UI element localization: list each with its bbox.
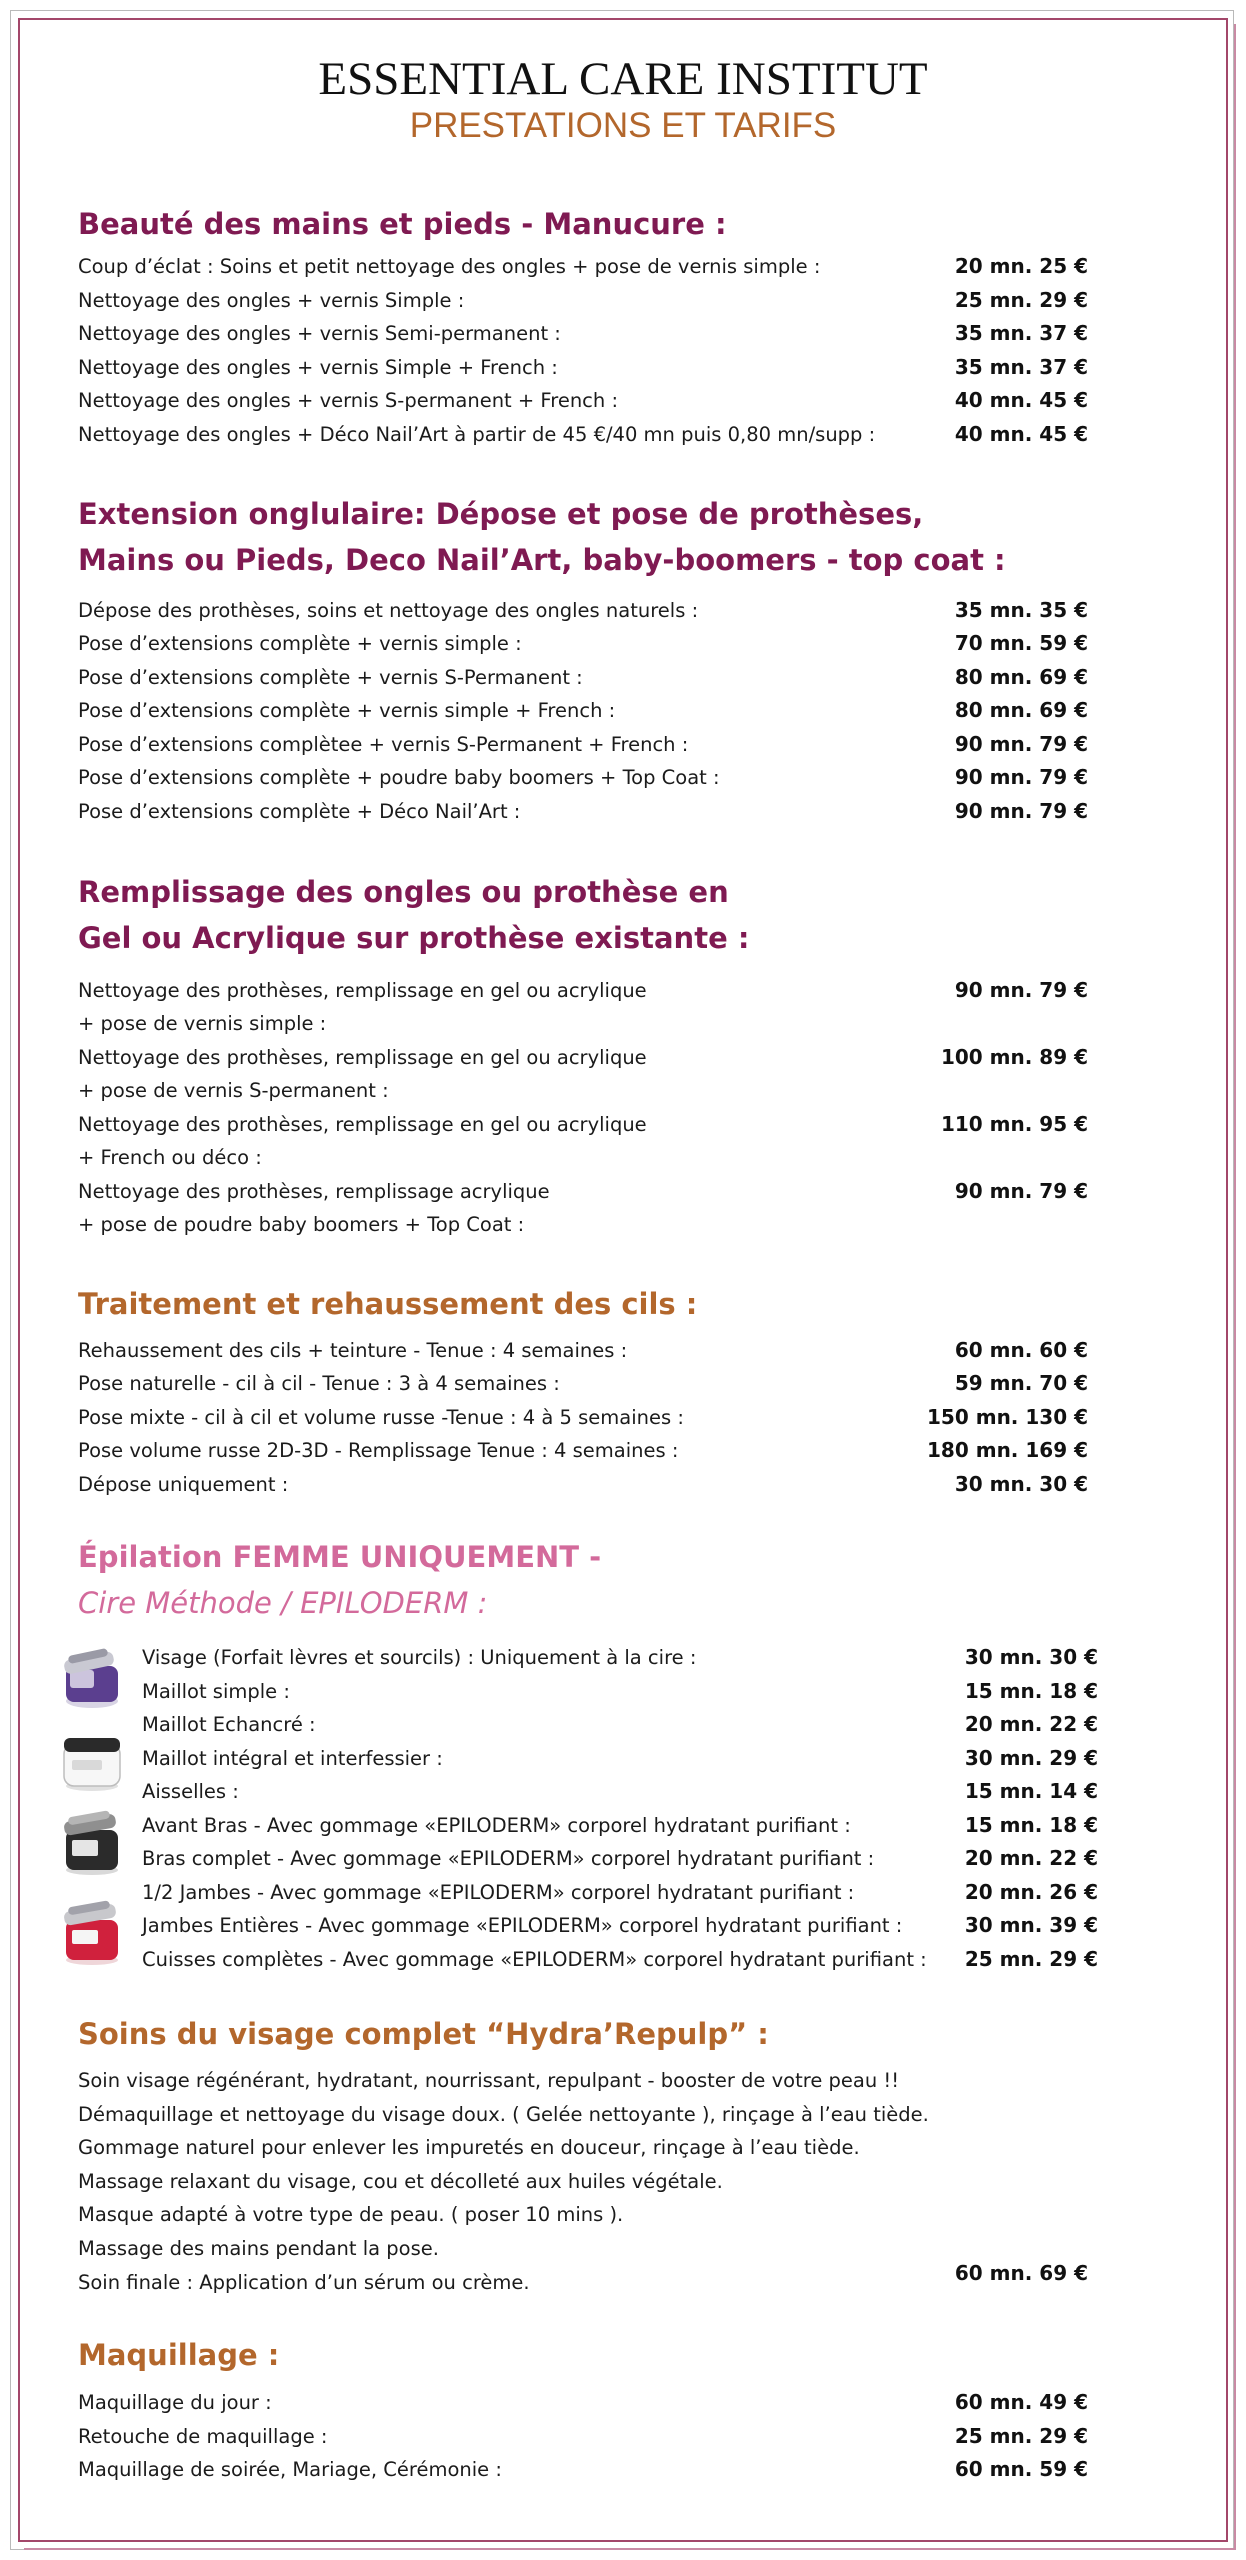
service-price: 25 mn. 29 € [964,1947,1098,1971]
service-price: 90 mn. 79 € [954,799,1088,823]
price-row [78,1641,1098,1674]
page-subtitle: PRESTATIONS ET TARIFS [409,106,837,145]
service-label: Nettoyage des ongles + vernis Simple : [78,289,465,312]
service-price: 20 mn. 26 € [964,1880,1098,1904]
price-row [78,2386,1088,2419]
service-label: Maillot intégral et interfessier : [142,1747,443,1770]
service-price: 80 mn. 69 € [954,665,1088,689]
price-row [78,2420,1088,2453]
service-label: Dépose uniquement : [78,1473,289,1496]
service-label: Maillot simple : [142,1680,290,1703]
price-row [78,351,1088,384]
service-label: Pose d’extensions complète + vernis simple : [78,632,522,655]
service-price: 40 mn. 45 € [954,422,1088,446]
price-row [78,1367,1088,1400]
visage-line: Massage relaxant du visage, cou et décolleté aux huiles végétale. [78,2169,723,2193]
price-row [78,1809,1098,1842]
service-label: Maquillage du jour : [78,2391,272,2414]
service-label: Visage (Forfait lèvres et sourcils) : Uniquement à la cire : [142,1646,697,1669]
service-label: Nettoyage des ongles + vernis Simple + French : [78,356,558,379]
service-price: 25 mn. 29 € [954,2424,1088,2448]
service-price: 60 mn. 69 € [954,2261,1088,2285]
service-label: Maillot Echancré : [142,1713,316,1736]
price-row [78,384,1088,417]
service-price: 40 mn. 45 € [954,388,1088,412]
service-label: Nettoyage des prothèses, remplissage en gel ou acrylique [78,1046,647,1069]
service-price: 60 mn. 60 € [954,1338,1088,1362]
service-label: Avant Bras - Avec gommage «EPILODERM» corporel hydratant purifiant : [142,1814,851,1837]
service-price: 30 mn. 39 € [964,1913,1098,1937]
service-price: 180 mn. 169 € [927,1438,1088,1462]
service-price: 60 mn. 59 € [954,2457,1088,2481]
price-row [78,1675,1098,1708]
service-label-line2: + pose de vernis simple : [78,1012,327,1035]
service-label-line2: + pose de poudre baby boomers + Top Coat : [78,1213,525,1236]
service-label-line2: + pose de vernis S-permanent : [78,1079,389,1102]
service-price: 90 mn. 79 € [954,732,1088,756]
section-title-maquillage: Maquillage : [78,2338,280,2372]
price-row [78,1434,1088,1467]
service-price: 90 mn. 79 € [954,765,1088,789]
price-row [78,1175,1088,1236]
service-label: Jambes Entières - Avec gommage «EPILODERM» corporel hydratant purifiant : [142,1914,903,1937]
service-label: Nettoyage des prothèses, remplissage en gel ou acrylique [78,979,647,1002]
service-label: Pose volume russe 2D-3D - Remplissage Tenue : 4 semaines : [78,1439,679,1462]
service-price: 90 mn. 79 € [954,978,1088,1002]
service-label: Nettoyage des prothèses, remplissage acrylique [78,1180,550,1203]
service-label: Pose d’extensions complète + vernis simple + French : [78,699,616,722]
service-label: Nettoyage des ongles + Déco Nail’Art à partir de 45 €/40 mn puis 0,80 mn/supp : [78,423,876,446]
service-price: 15 mn. 18 € [964,1679,1098,1703]
price-row [78,284,1088,317]
service-price: 30 mn. 30 € [954,1472,1088,1496]
service-price: 80 mn. 69 € [954,698,1088,722]
price-row [78,728,1088,761]
service-label: Aisselles : [142,1780,239,1803]
price-row [78,1876,1098,1909]
price-row [78,1334,1088,1367]
price-row [78,627,1088,660]
section-title-extension-line2: Mains ou Pieds, Deco Nail’Art, baby-boomers - top coat : [78,543,1006,577]
visage-line: Masque adapté à votre type de peau. ( poser 10 mins ). [78,2203,624,2227]
price-row [78,795,1088,828]
price-row [78,594,1088,627]
service-price: 15 mn. 18 € [964,1813,1098,1837]
price-row [78,661,1088,694]
service-label: Pose d’extensions complète + vernis S-Permanent : [78,666,583,689]
service-label-line2: + French ou déco : [78,1146,262,1169]
section-title-extension: Extension onglulaire: Dépose et pose de prothèses, [78,497,924,531]
price-row [78,1708,1098,1741]
service-price: 59 mn. 70 € [954,1371,1088,1395]
price-row [78,1468,1088,1501]
service-label: Pose mixte - cil à cil et volume russe -Tenue : 4 à 5 semaines : [78,1406,684,1429]
price-row [78,761,1088,794]
service-price: 30 mn. 29 € [964,1746,1098,1770]
section-title-remplissage-line2: Gel ou Acrylique sur prothèse existante : [78,921,750,955]
price-row [78,250,1088,283]
section-title-cils: Traitement et rehaussement des cils : [78,1287,698,1321]
price-row [78,1943,1098,1976]
service-label: Nettoyage des ongles + vernis S-permanent + French : [78,389,619,412]
price-row [78,1401,1088,1434]
service-price: 20 mn. 22 € [964,1846,1098,1870]
service-label: Cuisses complètes - Avec gommage «EPILODERM» corporel hydratant purifiant : [142,1948,927,1971]
price-row [78,1842,1098,1875]
visage-line: Démaquillage et nettoyage du visage doux. ( Gelée nettoyante ), rinçage à l’eau tiède. [78,2102,929,2126]
visage-line: Soin visage régénérant, hydratant, nourrissant, repulpant - booster de votre peau !! [78,2069,900,2092]
section-title-manucure: Beauté des mains et pieds - Manucure : [78,207,727,241]
visage-line: Soin finale : Application d’un sérum ou crème. [78,2270,530,2294]
service-price: 35 mn. 35 € [954,598,1088,622]
price-row [78,974,1088,1035]
service-label: Pose naturelle - cil à cil - Tenue : 3 à 4 semaines : [78,1372,560,1395]
service-price: 15 mn. 14 € [964,1779,1098,1803]
service-label: Maquillage de soirée, Mariage, Cérémonie : [78,2458,502,2481]
service-price: 35 mn. 37 € [954,355,1088,379]
section-title-epilation-line2: Cire Méthode / EPILODERM : [78,1586,488,1620]
service-label: 1/2 Jambes - Avec gommage «EPILODERM» corporel hydratant purifiant : [142,1881,855,1904]
service-price: 60 mn. 49 € [954,2390,1088,2414]
section-title-visage: Soins du visage complet “Hydra’Repulp” : [78,2017,769,2051]
service-label: Rehaussement des cils + teinture - Tenue : 4 semaines : [78,1339,628,1362]
price-row [78,694,1088,727]
service-label: Nettoyage des prothèses, remplissage en gel ou acrylique [78,1113,647,1136]
service-price: 30 mn. 30 € [964,1645,1098,1669]
service-price: 110 mn. 95 € [940,1112,1088,1136]
service-price: 20 mn. 25 € [954,254,1088,278]
price-row [78,418,1088,451]
service-label: Pose d’extensions complète + poudre baby boomers + Top Coat : [78,766,720,789]
service-price: 90 mn. 79 € [954,1179,1088,1203]
service-label: Coup d’éclat : Soins et petit nettoyage des ongles + pose de vernis simple : [78,255,821,278]
section-title-epilation: Épilation FEMME UNIQUEMENT - [78,1540,602,1574]
price-row [78,1041,1088,1102]
price-row [78,1742,1098,1775]
service-price: 70 mn. 59 € [954,631,1088,655]
service-price: 20 mn. 22 € [964,1712,1098,1736]
service-price: 150 mn. 130 € [927,1405,1088,1429]
service-price: 25 mn. 29 € [954,288,1088,312]
service-label: Pose d’extensions complète + Déco Nail’Art : [78,800,521,823]
service-label: Pose d’extensions complètee + vernis S-Permanent + French : [78,733,689,756]
visage-line: Massage des mains pendant la pose. [78,2236,439,2260]
service-price: 35 mn. 37 € [954,321,1088,345]
visage-line: Gommage naturel pour enlever les impuretés en douceur, rinçage à l’eau tiède. [78,2136,860,2160]
price-row [78,1108,1088,1169]
service-label: Retouche de maquillage : [78,2425,328,2448]
price-row [78,1909,1098,1942]
service-label: Dépose des prothèses, soins et nettoyage des ongles naturels : [78,599,699,622]
price-row [78,2453,1088,2486]
price-row [78,1775,1098,1808]
institute-title: ESSENTIAL CARE INSTITUT [318,53,928,105]
price-row [78,317,1088,350]
service-price: 100 mn. 89 € [940,1045,1088,1069]
price-row [78,2257,1088,2290]
service-label: Nettoyage des ongles + vernis Semi-permanent : [78,322,561,345]
service-label: Bras complet - Avec gommage «EPILODERM» corporel hydratant purifiant : [142,1847,875,1870]
section-title-remplissage: Remplissage des ongles ou prothèse en [78,875,729,909]
